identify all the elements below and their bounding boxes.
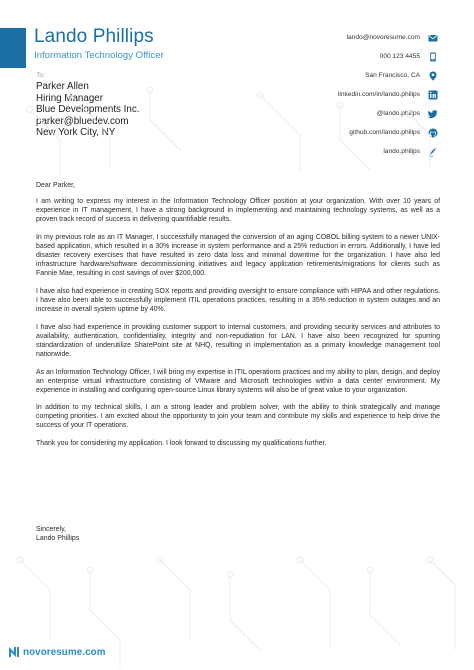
letter-paragraph: In addition to my technical skills, I am a strong leader and problem solver, with the ability to think strategically and manage competing priorities. I am excited about the opportunity to join your team and contribute my skills and experience to help drive the success of your IT operations. xyxy=(36,404,440,430)
contact-linkedin-text[interactable]: linkedin.com/in/lando.philips xyxy=(337,91,420,98)
letter-body xyxy=(36,181,440,457)
recipient-email[interactable]: parker@bluedev.com xyxy=(36,115,129,127)
letter-paragraph: Thank you for considering my application. I look forward to discussing my qualifications further. xyxy=(36,440,327,448)
letter-paragraph: I have also had experience in creating SOX reports and providing oversight to ensure compliance with HIPAA and other regulations. I have also been able to successfully implement ITIL operations practices, resulting in a 35% reduction in system outages and an increase in overall system uptime by 40%. xyxy=(36,287,440,314)
recipient-company: Blue Developments Inc. xyxy=(36,104,140,116)
twitter-icon xyxy=(428,109,438,119)
contact-phone[interactable] xyxy=(228,47,438,66)
applicant-name: Lando Phillips xyxy=(34,26,154,47)
contact-twitter-text[interactable]: @lando.philips xyxy=(376,110,420,117)
contact-portfolio[interactable] xyxy=(228,142,438,161)
contact-github-text[interactable]: github.com/lando.philips xyxy=(349,129,420,136)
novoresume-logo[interactable] xyxy=(8,644,106,660)
linkedin-icon xyxy=(428,90,438,100)
letter-paragraph: I have also had experience in providing customer support to internal customers, and providing security services and attributes to availability, authentication, confidentiality, integrity and non-repudiation for LAN. I have also been recognized for spurring standardization of underutilize SharePoint site at NHQ, resulting in implementation as a primary knowledge management tool nationwide. xyxy=(36,323,440,358)
novoresume-logo-text: novoresume.com xyxy=(23,646,106,658)
contact-phone-text[interactable]: 000 123 4455 xyxy=(379,53,420,60)
quill-icon xyxy=(428,147,438,157)
recipient-block xyxy=(36,81,286,139)
contact-email[interactable] xyxy=(228,28,438,47)
recipient-name: Parker Allen xyxy=(36,81,89,92)
recipient-title: Hiring Manager xyxy=(36,92,103,104)
letter-closing: Sincerely, xyxy=(36,526,66,533)
letter-signoff xyxy=(36,525,79,543)
email-icon xyxy=(428,33,438,43)
header-accent-bar xyxy=(0,28,26,68)
applicant-job-title: Information Technology Officer xyxy=(34,50,164,61)
phone-icon xyxy=(428,52,438,62)
contact-location-text: San Francisco, CA xyxy=(365,72,420,79)
letter-greeting: Dear Parker, xyxy=(36,182,75,189)
letter-signature-name: Lando Phillips xyxy=(36,535,80,543)
letter-paragraph: I am writing to express my interest in the Information Technology Officer position at your organization. With over 10 years of experience in IT management, I have a strong background in implementing and maintaining technology systems, as well as a proven track record of success in delivering quantifiable results. xyxy=(36,198,440,224)
to-label: To: xyxy=(36,72,46,79)
recipient-city: New York City, NY xyxy=(36,127,116,139)
github-icon xyxy=(428,128,438,138)
letter-paragraph: In my previous role as an IT Manager, I successfully managed the conversion of an aging COBOL billing system to a newer UNIX-based application, which resulted in a 30% increase in system performance and a 25% reduction in errors. Additionally, I have led disaster recovery exercises that have resulted in zero data loss and minimal downtime for the organization. I have also led infrastructure hardware/software decommissioning initiatives and legacy application retirements/migrations for clients such as Fannie Mae, resulting in cost savings of over $200,000. xyxy=(36,233,440,278)
letter-paragraph: As an Information Technology Officer, I will bring my expertise in ITIL operations practices and my ability to plan, design, and deploy an enterprise virtual infrastructure consisting of VMware and Microsoft technologies within a data center environment. My experience in installing and configuring open-source Linux library systems will also be of great value to your organization. xyxy=(36,368,440,394)
location-pin-icon xyxy=(428,71,438,81)
contact-email-text[interactable]: lando@novoresume.com xyxy=(346,34,420,41)
novoresume-logo-icon xyxy=(8,646,20,658)
contact-portfolio-text[interactable]: lando.philips xyxy=(383,148,420,155)
